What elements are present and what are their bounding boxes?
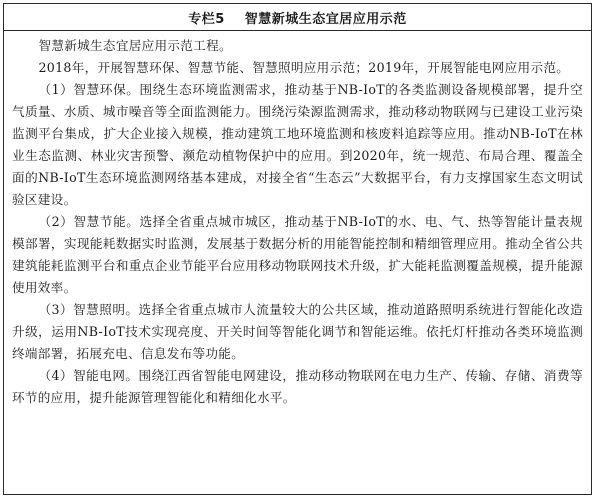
paragraph-smart-grid: （4）智能电网。围绕江西省智能电网建设，推动移动物联网在电力生产、传输、存储、消费等环节的应用，提升能源管理智能化和精细化水平。 xyxy=(12,368,583,405)
paragraph-smart-lighting: （3）智慧照明。选择全省重点城市人流量较大的公共区域，推动道路照明系统进行智能化改造升级，运用NB-IoT技术实现亮度、开关时间等智能化调节和智能运维。依托灯杆推动各类环境监测终端部署，拓展充电、信息发布等功能。 xyxy=(12,302,583,361)
feature-box xyxy=(3,3,592,495)
box-body xyxy=(4,31,591,409)
paragraph-smart-energy: （2）智慧节能。选择全省重点城市城区，推动基于NB-IoT的水、电、气、热等智能计量表规模部署，实现能耗数据实时监测，发展基于数据分析的用能智能控制和精细管理应用。推动全省公共建筑能耗监测平台和重点企业节能平台应用移动物联网技术升级，扩大能耗监测覆盖规模，提升能源使用效率。 xyxy=(12,214,583,295)
paragraph-smart-environment: （1）智慧环保。围绕生态环境监测需求，推动基于NB-IoT的各类监测设备规模部署，提升空气质量、水质、城市噪音等全面监测能力。围绕污染源监测需求，推动移动物联网与已建设工业污染监测平台集成，扩大企业接入规模，推动建筑工地环境监测和核废料追踪等应用。推动NB-IoT在林业生态监测、林业灾害预警、濒危动植物保护中的应用。到2020年，统一规范、布局合理、覆盖全面的NB-IoT生态环境监测网络基本建成，对接全省“生态云”大数据平台，有力支撑国家生态文明试验区建设。 xyxy=(12,82,583,207)
box-header xyxy=(4,4,591,31)
paragraph-intro: 智慧新城生态宜居应用示范工程。 xyxy=(38,38,232,53)
paragraph-schedule: 2018年，开展智慧环保、智慧节能、智慧照明应用示范；2019年，开展智能电网应用示范。 xyxy=(38,60,570,75)
box-title: 智慧新城生态宜居应用示范 xyxy=(244,11,407,27)
column-number: 专栏5 xyxy=(188,11,225,27)
